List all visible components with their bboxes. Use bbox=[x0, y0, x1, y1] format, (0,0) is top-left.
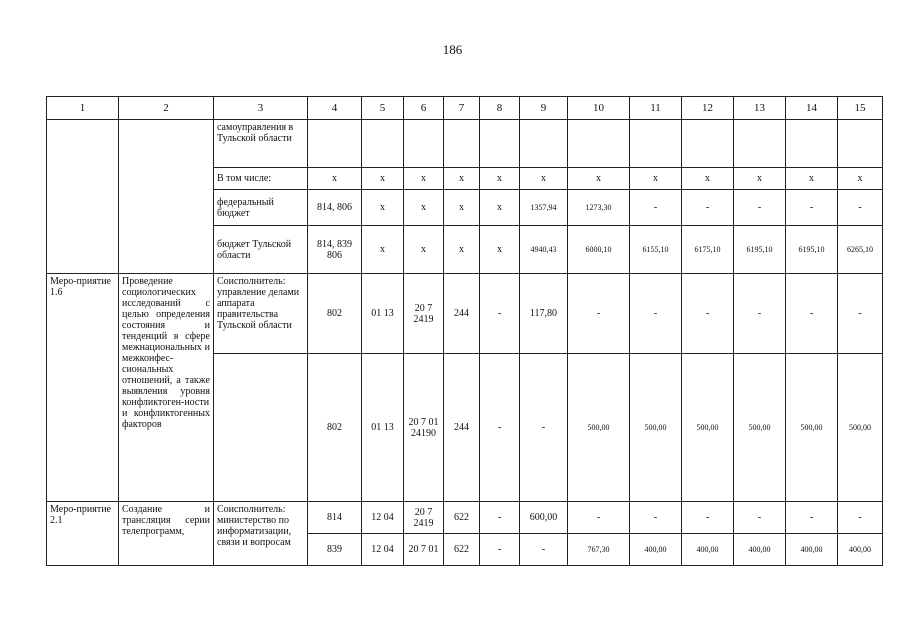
cell-value: 500,00 bbox=[786, 354, 838, 502]
cell-label: бюджет Тульской области bbox=[214, 226, 308, 274]
cell-value: 01 13 bbox=[362, 354, 404, 502]
cell-value: - bbox=[838, 502, 883, 534]
cell-value: 244 bbox=[444, 354, 480, 502]
cell-value: - bbox=[480, 354, 520, 502]
header-cell: 4 bbox=[308, 97, 362, 120]
cell-label: В том числе: bbox=[214, 168, 308, 190]
cell-value: - bbox=[838, 190, 883, 226]
table-row bbox=[47, 502, 883, 534]
cell-value: 20 7 2419 bbox=[404, 502, 444, 534]
cell-measure: Меро-приятие 2.1 bbox=[47, 502, 119, 566]
cell-value: 6000,10 bbox=[568, 226, 630, 274]
cell-value: 622 bbox=[444, 534, 480, 566]
cell-value: - bbox=[734, 190, 786, 226]
cell-value: - bbox=[520, 534, 568, 566]
header-cell: 14 bbox=[786, 97, 838, 120]
header-cell: 15 bbox=[838, 97, 883, 120]
cell-value: х bbox=[480, 168, 520, 190]
cell-value: - bbox=[568, 274, 630, 354]
cell-value: х bbox=[444, 168, 480, 190]
cell-value: - bbox=[734, 274, 786, 354]
header-cell: 11 bbox=[630, 97, 682, 120]
header-cell: 3 bbox=[214, 97, 308, 120]
header-cell: 2 bbox=[119, 97, 214, 120]
page-number: 186 bbox=[442, 42, 463, 57]
cell-value: - bbox=[480, 502, 520, 534]
cell-value: - bbox=[682, 274, 734, 354]
cell-value: 01 13 bbox=[362, 274, 404, 354]
cell-value: - bbox=[630, 190, 682, 226]
cell-executor: Соисполнитель: управление делами аппарата правительства Тульской области bbox=[214, 274, 308, 354]
cell-value: 20 7 2419 bbox=[404, 274, 444, 354]
cell-description: Проведение социологических исследований с целью определения состояния и тенденций в сфере межнациональных и межконфес-сиональных отношений, а также выявления уровня конфликтоген-ности и конфликтогенных факторов bbox=[119, 274, 214, 502]
table-row bbox=[47, 120, 883, 168]
cell-value: - bbox=[480, 534, 520, 566]
header-cell: 8 bbox=[480, 97, 520, 120]
cell-label: федеральный бюджет bbox=[214, 190, 308, 226]
cell-value: 500,00 bbox=[838, 354, 883, 502]
cell-value: - bbox=[786, 274, 838, 354]
header-cell: 9 bbox=[520, 97, 568, 120]
table-row bbox=[47, 274, 883, 354]
cell-value: - bbox=[786, 502, 838, 534]
cell-executor: Соисполнитель: министерство по информатизации, связи и вопросам bbox=[214, 502, 308, 566]
cell-value: 839 bbox=[308, 534, 362, 566]
budget-table bbox=[46, 96, 883, 566]
cell-value: 12 04 bbox=[362, 534, 404, 566]
cell-value: х bbox=[404, 226, 444, 274]
cell-value: х bbox=[444, 190, 480, 226]
cell-value: - bbox=[838, 274, 883, 354]
cell-value: - bbox=[734, 502, 786, 534]
header-cell: 12 bbox=[682, 97, 734, 120]
cell-value: х bbox=[362, 226, 404, 274]
cell-value: 117,80 bbox=[520, 274, 568, 354]
cell-value: 622 bbox=[444, 502, 480, 534]
cell-code: 814, 839 806 bbox=[308, 226, 362, 274]
cell-value: 802 bbox=[308, 274, 362, 354]
cell-value: х bbox=[568, 168, 630, 190]
cell-description: Создание и трансляция серии телепрограмм, bbox=[119, 502, 214, 566]
cell-value: 20 7 01 bbox=[404, 534, 444, 566]
cell-value: 400,00 bbox=[786, 534, 838, 566]
cell-value: х bbox=[734, 168, 786, 190]
cell-value: 802 bbox=[308, 354, 362, 502]
cell-value: - bbox=[786, 190, 838, 226]
cell-value: 400,00 bbox=[682, 534, 734, 566]
cell-value: - bbox=[682, 502, 734, 534]
cell-empty bbox=[119, 120, 214, 274]
cell-value: х bbox=[362, 190, 404, 226]
cell-value: 6195,10 bbox=[734, 226, 786, 274]
cell-value: 6265,10 bbox=[838, 226, 883, 274]
cell-value: 1357,94 bbox=[520, 190, 568, 226]
cell-value: - bbox=[568, 502, 630, 534]
cell-value: 6155,10 bbox=[630, 226, 682, 274]
cell-value: х bbox=[838, 168, 883, 190]
cell-value: 244 bbox=[444, 274, 480, 354]
cell-value: 400,00 bbox=[734, 534, 786, 566]
cell-value: 6175,10 bbox=[682, 226, 734, 274]
cell-value: х bbox=[630, 168, 682, 190]
header-cell: 6 bbox=[404, 97, 444, 120]
cell-value: 767,30 bbox=[568, 534, 630, 566]
cell-value: 400,00 bbox=[630, 534, 682, 566]
cell-empty bbox=[47, 120, 119, 274]
cell-value: 20 7 01 24190 bbox=[404, 354, 444, 502]
cell-code: 814, 806 bbox=[308, 190, 362, 226]
cell-value: х bbox=[786, 168, 838, 190]
cell-value: х bbox=[520, 168, 568, 190]
cell-value: - bbox=[682, 190, 734, 226]
cell-value: - bbox=[630, 502, 682, 534]
cell-value: х bbox=[480, 226, 520, 274]
cell-value: 814 bbox=[308, 502, 362, 534]
header-row bbox=[47, 97, 883, 120]
cell-value: 500,00 bbox=[568, 354, 630, 502]
cell-value: 500,00 bbox=[682, 354, 734, 502]
cell-value: 4940,43 bbox=[520, 226, 568, 274]
cell-value: 600,00 bbox=[520, 502, 568, 534]
header-cell: 10 bbox=[568, 97, 630, 120]
cell-value: 12 04 bbox=[362, 502, 404, 534]
cell-value: 1273,30 bbox=[568, 190, 630, 226]
header-cell: 1 bbox=[47, 97, 119, 120]
cell-value: 500,00 bbox=[630, 354, 682, 502]
cell-value: х bbox=[480, 190, 520, 226]
header-cell: 5 bbox=[362, 97, 404, 120]
cell-value: х bbox=[362, 168, 404, 190]
cell-value: 500,00 bbox=[734, 354, 786, 502]
cell-measure: Меро-приятие 1.6 bbox=[47, 274, 119, 502]
cell-value: х bbox=[682, 168, 734, 190]
cell-value: 400,00 bbox=[838, 534, 883, 566]
header-cell: 7 bbox=[444, 97, 480, 120]
cell-value: - bbox=[520, 354, 568, 502]
cell-value: - bbox=[630, 274, 682, 354]
cell-value: х bbox=[404, 190, 444, 226]
cell-value: х bbox=[308, 168, 362, 190]
cell-value: - bbox=[480, 274, 520, 354]
cell-empty bbox=[214, 354, 308, 502]
cell-value: х bbox=[404, 168, 444, 190]
cell-value: х bbox=[444, 226, 480, 274]
header-cell: 13 bbox=[734, 97, 786, 120]
cell-value: 6195,10 bbox=[786, 226, 838, 274]
cell-executor: самоуправления в Тульской области bbox=[214, 120, 308, 168]
